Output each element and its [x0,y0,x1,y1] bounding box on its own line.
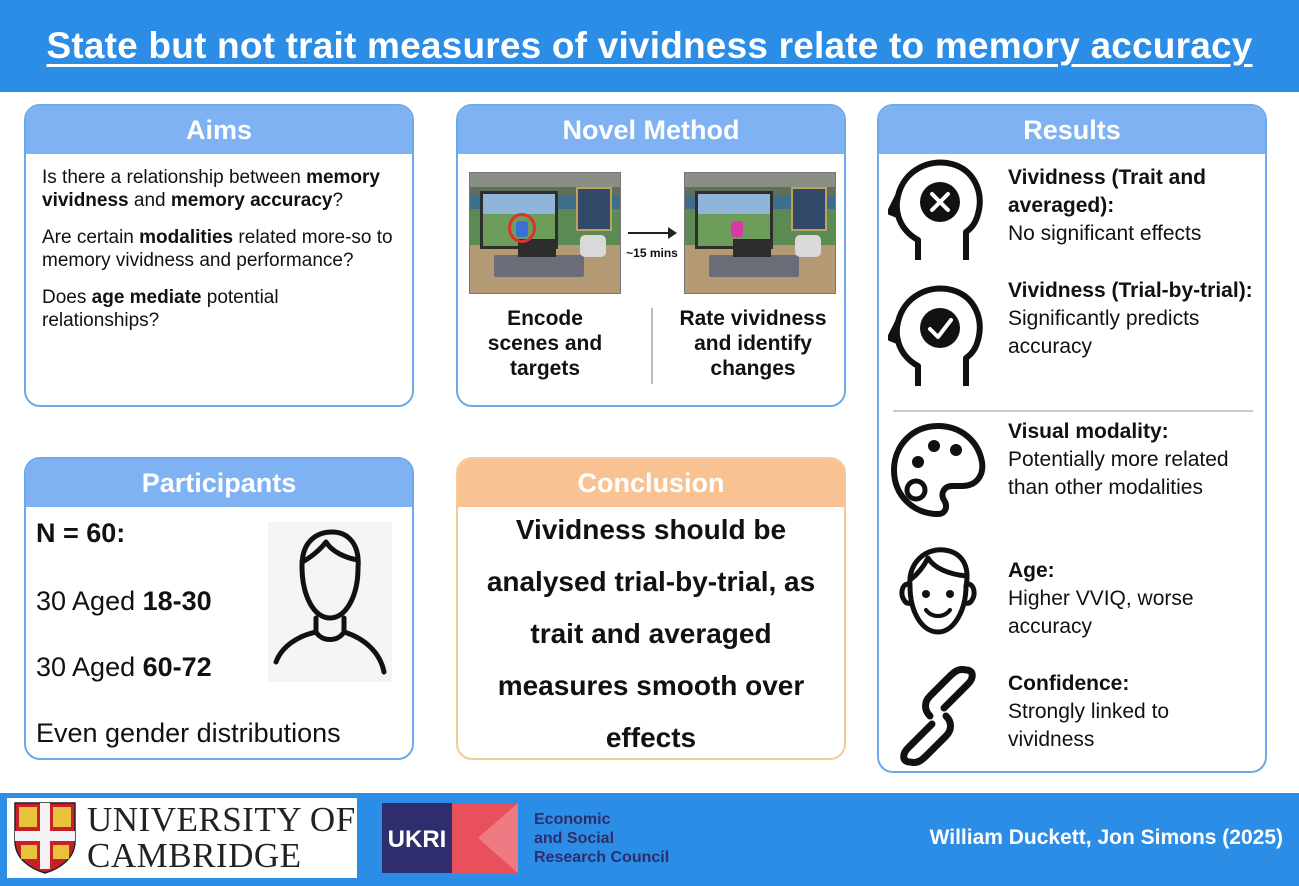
result-item-4: Age: Higher VVIQ, worse accuracy [1008,559,1194,638]
head-cross-icon [888,156,988,266]
face-icon [888,540,988,640]
person-icon [268,522,392,682]
results-heading: Results [879,106,1265,154]
aims-question-2: Are certain modalities related more-so to memory vividness and performance? [42,227,393,271]
esrc-line-1: Economic [534,810,611,828]
changed-scene-image [684,172,836,294]
poster-title: State but not trait measures of vividness relate to memory accuracy [46,25,1253,66]
ukri-esrc-logo [382,798,692,878]
result-item-3: Visual modality: Potentially more related than other modalities [1008,420,1229,499]
title-bar [0,0,1299,92]
result-item-5: Confidence: Strongly linked to vividness [1008,672,1170,751]
conclusion-text: Vividness should be analysed trial-by-trial, as trait and averaged measures smooth over effects [486,514,816,753]
conclusion-heading: Conclusion [458,459,844,507]
aims-heading: Aims [26,106,412,154]
head-check-icon [888,282,988,392]
encode-scene-image [469,172,621,294]
palette-icon [888,420,988,520]
aims-card [24,104,414,407]
participants-group-1: 30 Aged 18-30 [36,586,212,616]
aims-question-1: Is there a relationship between memory vividness and memory accuracy? [42,167,380,211]
ukri-logo-text: UKRI [387,826,447,853]
esrc-line-3: Research Council [534,848,670,866]
results-divider [893,410,1253,412]
participants-group-2: 30 Aged 60-72 [36,652,212,682]
person-image [268,522,392,682]
arrow-icon [628,232,672,234]
cambridge-line-1: UNIVERSITY OF [87,800,356,839]
method-heading: Novel Method [458,106,844,154]
step-rate: Rate vividness and identify changes [679,307,827,380]
result-item-2: Vividness (Trial-by-trial): Significantly predicts accuracy [1008,279,1253,358]
cambridge-logo [7,798,357,878]
authors: William Duckett, Jon Simons (2025) [929,826,1283,849]
cambridge-line-2: CAMBRIDGE [87,836,302,875]
step-divider [651,308,653,384]
ukri-logo [382,801,522,875]
aims-question-3: Does age mediate potential relationships? [42,287,279,331]
participants-gender: Even gender distributions [36,718,341,748]
participants-heading: Participants [26,459,412,507]
result-item-1: Vividness (Trait and averaged): No significant effects [1008,166,1207,245]
step-encode: Encode scenes and targets [487,307,603,380]
participants-n: N = 60: [36,518,126,548]
arrow-label: ~15 mins [626,246,678,260]
cambridge-crest-icon [13,801,77,875]
esrc-line-2: and Social [534,829,615,847]
chain-link-icon [888,664,988,768]
